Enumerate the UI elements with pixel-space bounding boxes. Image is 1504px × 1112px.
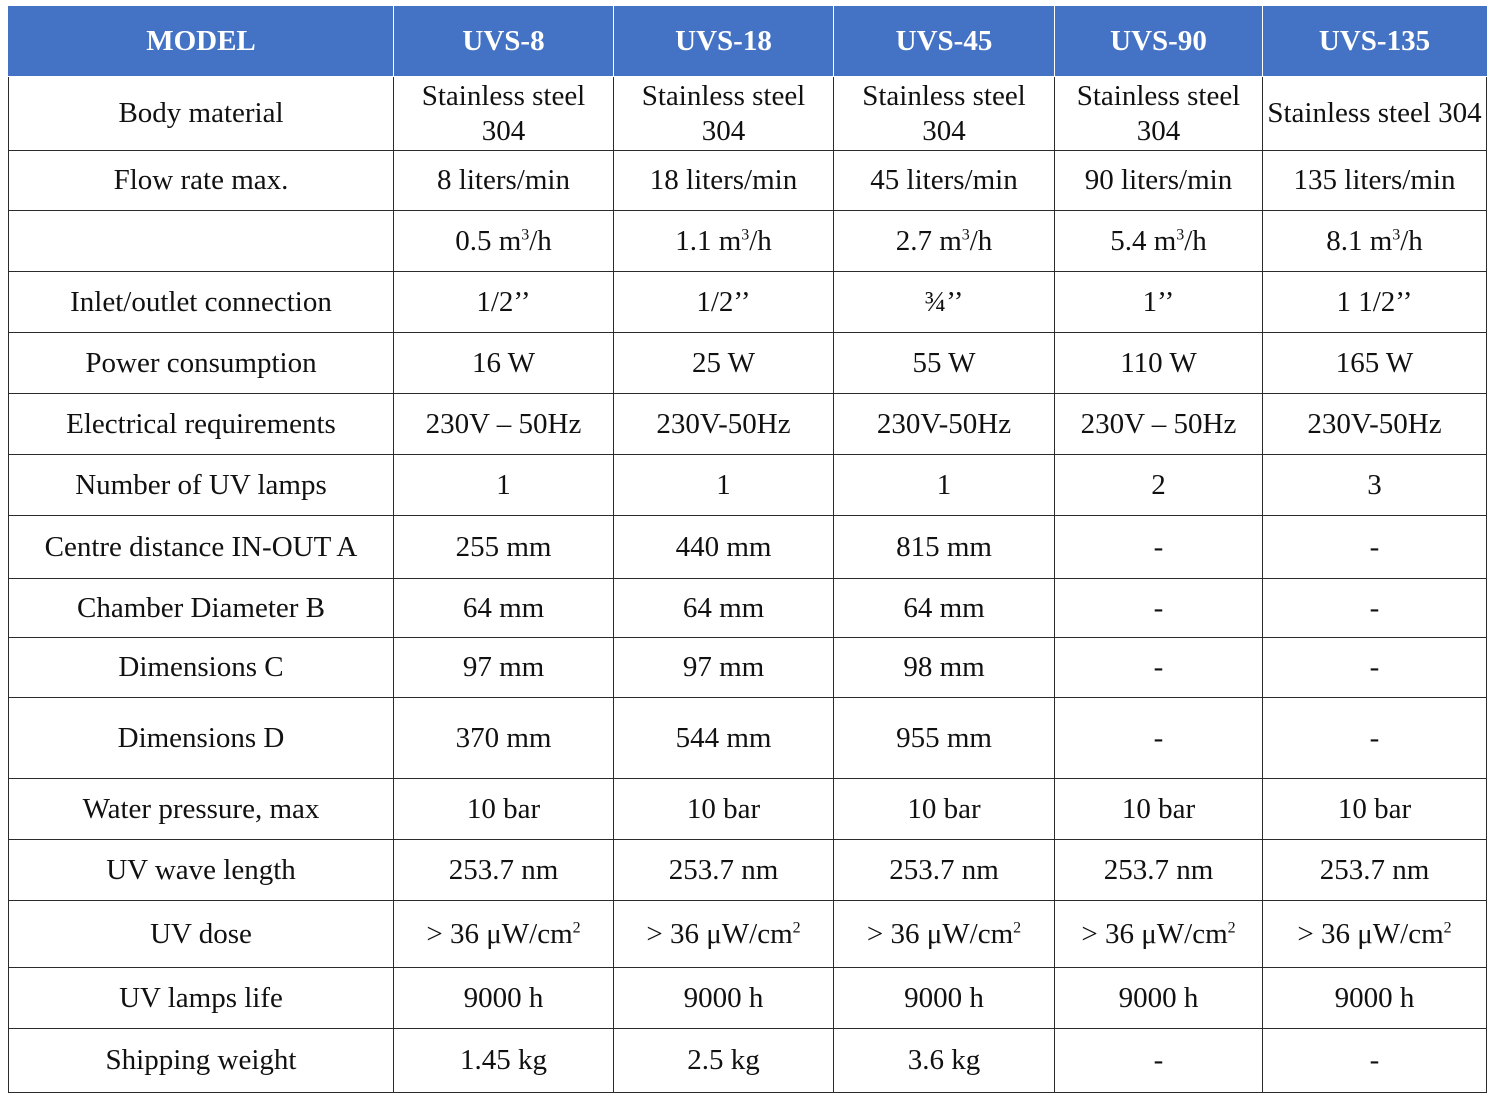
spec-value: 3.6 kg	[834, 1029, 1055, 1093]
spec-value: 230V-50Hz	[1263, 394, 1487, 455]
spec-value: 440 mm	[614, 516, 834, 579]
spec-value: 25 W	[614, 333, 834, 394]
spec-value: 253.7 nm	[1055, 840, 1263, 901]
spec-value: 45 liters/min	[834, 151, 1055, 211]
spec-row	[9, 840, 1487, 901]
spec-value: 9000 h	[834, 968, 1055, 1029]
spec-value: 10 bar	[1055, 779, 1263, 840]
spec-value: 955 mm	[834, 698, 1055, 779]
spec-value: 1.1 $m^3/h$	[614, 211, 834, 272]
spec-value: -	[1055, 579, 1263, 638]
spec-value: 9000 h	[1263, 968, 1487, 1029]
unit-exponent: 3	[1392, 225, 1401, 243]
spec-value: 1/2’’	[394, 272, 614, 333]
spec-value: 3	[1263, 455, 1487, 516]
spec-value: 165 W	[1263, 333, 1487, 394]
row-label: Number of UV lamps	[9, 455, 394, 516]
spec-value: 253.7 nm	[1263, 840, 1487, 901]
spec-value: ¾’’	[834, 272, 1055, 333]
unit-exponent: 2	[572, 918, 581, 936]
spec-row	[9, 516, 1487, 579]
row-label	[9, 211, 394, 272]
spec-value: 1	[834, 455, 1055, 516]
spec-value: 90 liters/min	[1055, 151, 1263, 211]
unit-exponent: 3	[521, 225, 530, 243]
spec-value: 110 W	[1055, 333, 1263, 394]
spec-value: -	[1263, 638, 1487, 698]
row-label: Power consumption	[9, 333, 394, 394]
spec-value: 2.5 kg	[614, 1029, 834, 1093]
spec-value: > 36 $\mu W/cm^2$	[834, 901, 1055, 968]
row-label: Inlet/outlet connection	[9, 272, 394, 333]
row-label: Centre distance IN-OUT A	[9, 516, 394, 579]
row-label: Dimensions D	[9, 698, 394, 779]
unit-exponent: 2	[1227, 918, 1236, 936]
spec-value: 64 mm	[834, 579, 1055, 638]
spec-row	[9, 77, 1487, 151]
spec-value: 2	[1055, 455, 1263, 516]
spec-row	[9, 968, 1487, 1029]
unit-exponent: 3	[961, 225, 970, 243]
row-label: Shipping weight	[9, 1029, 394, 1093]
spec-value: Stainless steel 304	[614, 77, 834, 151]
unit-exponent: 3	[1176, 225, 1185, 243]
header-model: UVS-8	[394, 7, 614, 77]
spec-value: 370 mm	[394, 698, 614, 779]
unit-exponent: 2	[1013, 918, 1022, 936]
spec-row	[9, 394, 1487, 455]
spec-value: 97 mm	[614, 638, 834, 698]
spec-row	[9, 638, 1487, 698]
spec-value: Stainless steel 304	[394, 77, 614, 151]
spec-value: Stainless steel 304	[834, 77, 1055, 151]
spec-value: 2.7 $m^3/h$	[834, 211, 1055, 272]
spec-value: Stainless steel 304	[1055, 77, 1263, 151]
spec-value: 10 bar	[394, 779, 614, 840]
spec-value: 8 liters/min	[394, 151, 614, 211]
spec-value: 230V – 50Hz	[1055, 394, 1263, 455]
spec-row	[9, 455, 1487, 516]
spec-value: 8.1 $m^3/h$	[1263, 211, 1487, 272]
spec-value: -	[1055, 698, 1263, 779]
spec-table-body	[9, 77, 1487, 1093]
header-model: UVS-45	[834, 7, 1055, 77]
spec-value: 1/2’’	[614, 272, 834, 333]
spec-value: > 36 $\mu W/cm^2$	[614, 901, 834, 968]
spec-row	[9, 698, 1487, 779]
spec-value: 1’’	[1055, 272, 1263, 333]
spec-value: -	[1263, 1029, 1487, 1093]
spec-table	[8, 6, 1487, 1093]
spec-value: 98 mm	[834, 638, 1055, 698]
spec-row	[9, 211, 1487, 272]
spec-row	[9, 151, 1487, 211]
spec-value: 10 bar	[834, 779, 1055, 840]
spec-value: 253.7 nm	[614, 840, 834, 901]
spec-value: 1	[394, 455, 614, 516]
spec-value: -	[1263, 579, 1487, 638]
row-label: UV lamps life	[9, 968, 394, 1029]
spec-value: -	[1055, 1029, 1263, 1093]
row-label: UV dose	[9, 901, 394, 968]
spec-value: 255 mm	[394, 516, 614, 579]
row-label: UV wave length	[9, 840, 394, 901]
spec-value: -	[1055, 516, 1263, 579]
header-model: UVS-135	[1263, 7, 1487, 77]
spec-value: -	[1263, 698, 1487, 779]
header-model: UVS-18	[614, 7, 834, 77]
spec-row	[9, 1029, 1487, 1093]
spec-value: -	[1263, 516, 1487, 579]
spec-value: 230V-50Hz	[614, 394, 834, 455]
header-model-label: MODEL	[9, 7, 394, 77]
spec-value: 18 liters/min	[614, 151, 834, 211]
spec-value: 1 1/2’’	[1263, 272, 1487, 333]
unit-exponent: 2	[792, 918, 801, 936]
spec-row	[9, 901, 1487, 968]
spec-value: > 36 $\mu W/cm^2$	[394, 901, 614, 968]
spec-value: 9000 h	[1055, 968, 1263, 1029]
spec-value: 97 mm	[394, 638, 614, 698]
spec-row	[9, 333, 1487, 394]
spec-value: 815 mm	[834, 516, 1055, 579]
spec-value: 9000 h	[394, 968, 614, 1029]
row-label: Chamber Diameter B	[9, 579, 394, 638]
spec-value: Stainless steel 304	[1263, 77, 1487, 151]
row-label: Body material	[9, 77, 394, 151]
spec-value: 0.5 $m^3/h$	[394, 211, 614, 272]
spec-value: > 36 $\mu W/cm^2$	[1263, 901, 1487, 968]
unit-exponent: 2	[1443, 918, 1452, 936]
spec-value: 16 W	[394, 333, 614, 394]
spec-row	[9, 579, 1487, 638]
spec-value: 9000 h	[614, 968, 834, 1029]
spec-row	[9, 272, 1487, 333]
unit-exponent: 3	[741, 225, 750, 243]
spec-value: 544 mm	[614, 698, 834, 779]
spec-value: 253.7 nm	[394, 840, 614, 901]
spec-value: 10 bar	[614, 779, 834, 840]
spec-value: > 36 $\mu W/cm^2$	[1055, 901, 1263, 968]
spec-value: 5.4 $m^3/h$	[1055, 211, 1263, 272]
spec-value: -	[1055, 638, 1263, 698]
row-label: Water pressure, max	[9, 779, 394, 840]
spec-value: 55 W	[834, 333, 1055, 394]
spec-value: 135 liters/min	[1263, 151, 1487, 211]
spec-value: 64 mm	[394, 579, 614, 638]
header-model: UVS-90	[1055, 7, 1263, 77]
row-label: Electrical requirements	[9, 394, 394, 455]
row-label: Flow rate max.	[9, 151, 394, 211]
spec-value: 230V-50Hz	[834, 394, 1055, 455]
spec-value: 10 bar	[1263, 779, 1487, 840]
spec-value: 1	[614, 455, 834, 516]
spec-value: 1.45 kg	[394, 1029, 614, 1093]
header-row	[9, 7, 1487, 77]
spec-row	[9, 779, 1487, 840]
row-label: Dimensions C	[9, 638, 394, 698]
spec-value: 64 mm	[614, 579, 834, 638]
spec-value: 253.7 nm	[834, 840, 1055, 901]
spec-value: 230V – 50Hz	[394, 394, 614, 455]
